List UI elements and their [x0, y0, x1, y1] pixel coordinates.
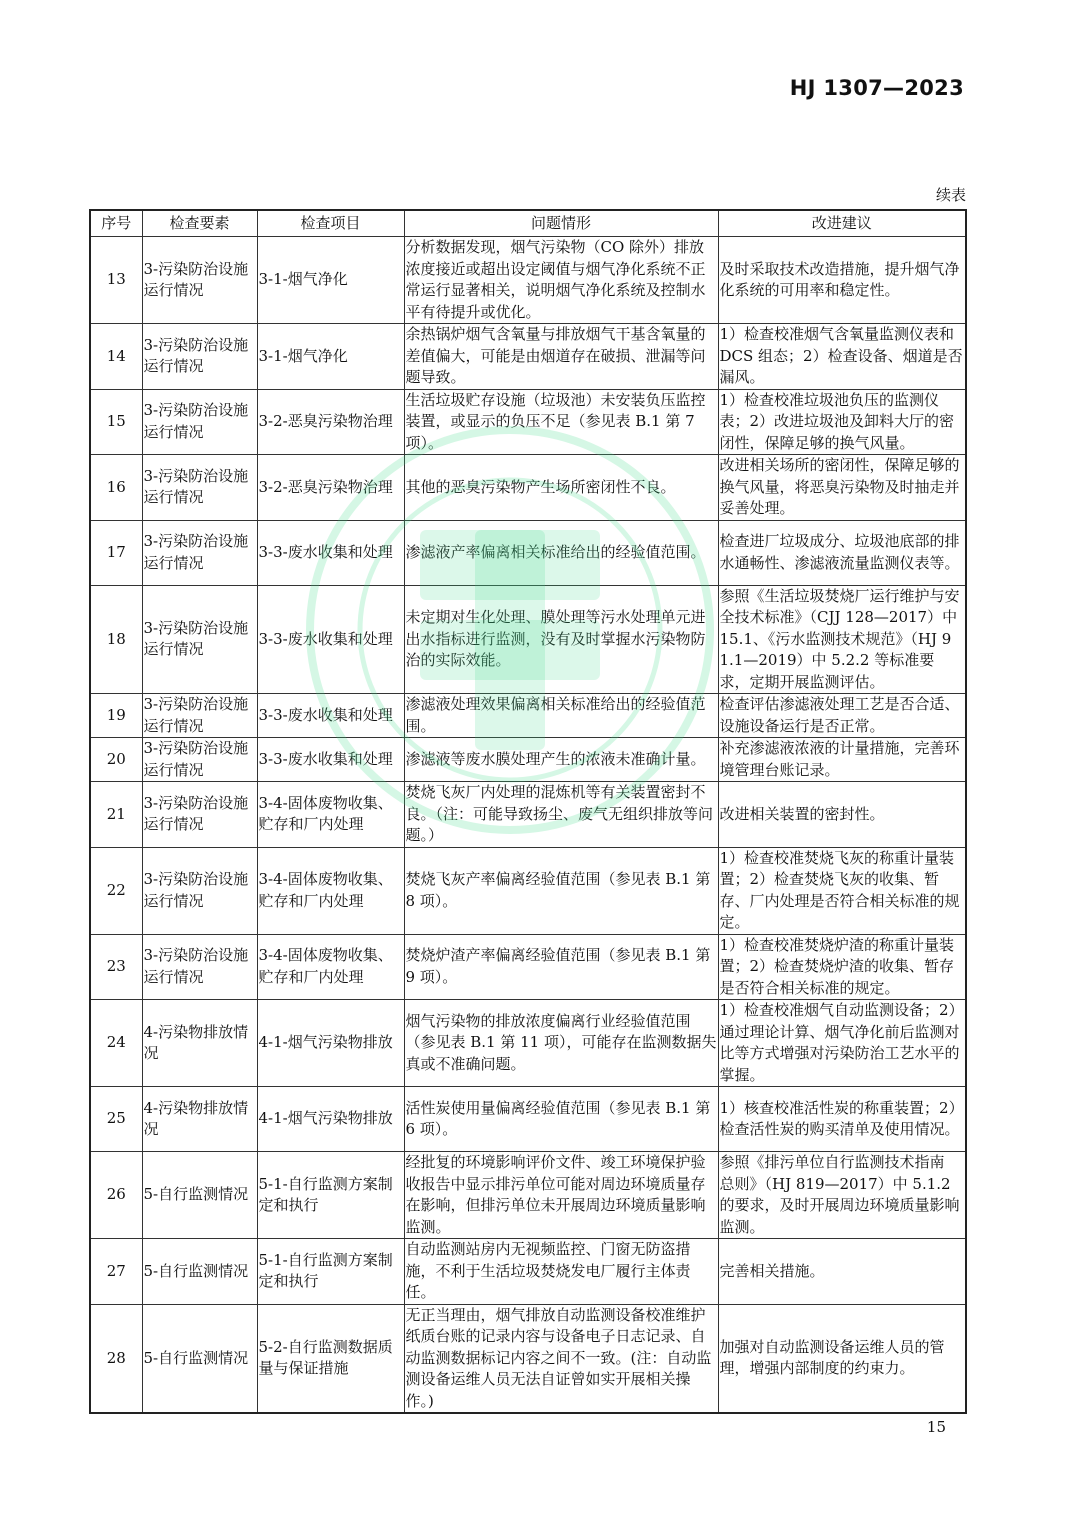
- row-problem: 无正当理由，烟气排放自动监测设备校准维护纸质台账的记录内容与设备电子日志记录、自动监测数据标记内容之间不一致。(注：自动监测设备运维人员无法自证曾如实开展相关操作。): [404, 1304, 718, 1413]
- row-item: 3-4-固体废物收集、贮存和厂内处理: [257, 934, 404, 1000]
- row-suggestion: 1）检查校准焚烧炉渣的称重计量装置；2）检查焚烧炉渣的收集、暂存是否符合相关标准的规定。: [718, 934, 966, 1000]
- table-row: [90, 782, 966, 848]
- row-seq: 13: [90, 237, 142, 324]
- table-row: [90, 1087, 966, 1152]
- row-element: 3-污染防治设施运行情况: [142, 738, 257, 782]
- row-problem: 焚烧飞灰产率偏离经验值范围（参见表 B.1 第 8 项）。: [404, 847, 718, 934]
- row-item: 3-2-恶臭污染物治理: [257, 455, 404, 521]
- row-item: 3-3-废水收集和处理: [257, 694, 404, 738]
- row-item: 4-1-烟气污染物排放: [257, 1087, 404, 1152]
- table-row: [90, 1152, 966, 1239]
- row-seq: 17: [90, 520, 142, 585]
- row-problem: 渗滤液等废水膜处理产生的浓液未准确计量。: [404, 738, 718, 782]
- header-problem: 问题情形: [404, 210, 718, 237]
- row-seq: 15: [90, 389, 142, 455]
- row-seq: 27: [90, 1239, 142, 1305]
- row-element: 3-污染防治设施运行情况: [142, 585, 257, 694]
- row-element: 3-污染防治设施运行情况: [142, 694, 257, 738]
- row-suggestion: 及时采取技术改造措施，提升烟气净化系统的可用率和稳定性。: [718, 237, 966, 324]
- table-row: [90, 847, 966, 934]
- row-item: 3-3-废水收集和处理: [257, 738, 404, 782]
- row-suggestion: 参照《排污单位自行监测技术指南 总则》（HJ 819—2017）中 5.1.2 的要求，及时开展周边环境质量影响监测。: [718, 1152, 966, 1239]
- row-item: 3-4-固体废物收集、贮存和厂内处理: [257, 847, 404, 934]
- row-problem: 未定期对生化处理、膜处理等污水处理单元进出水指标进行监测，没有及时掌握水污染物防治的实际效能。: [404, 585, 718, 694]
- row-element: 5-自行监测情况: [142, 1239, 257, 1305]
- row-item: 5-1-自行监测方案制定和执行: [257, 1152, 404, 1239]
- row-element: 3-污染防治设施运行情况: [142, 324, 257, 390]
- row-problem: 余热锅炉烟气含氧量与排放烟气干基含氧量的差值偏大，可能是由烟道存在破损、泄漏等问题导致。: [404, 324, 718, 390]
- row-element: 4-污染物排放情况: [142, 1087, 257, 1152]
- row-suggestion: 1）检查校准烟气含氧量监测仪表和DCS 组态；2）检查设备、烟道是否漏风。: [718, 324, 966, 390]
- table-row: [90, 455, 966, 521]
- row-suggestion: 1）检查校准焚烧飞灰的称重计量装置；2）检查焚烧飞灰的收集、暂存、厂内处理是否符合相关标准的规定。: [718, 847, 966, 934]
- row-element: 3-污染防治设施运行情况: [142, 389, 257, 455]
- row-suggestion: 1）检查校准垃圾池负压的监测仪表；2）改进垃圾池及卸料大厅的密闭性，保障足够的换气风量。: [718, 389, 966, 455]
- table-header-row: [90, 210, 966, 237]
- row-element: 3-污染防治设施运行情况: [142, 520, 257, 585]
- inspection-table: [89, 209, 967, 1414]
- header-item: 检查项目: [257, 210, 404, 237]
- row-problem: 分析数据发现，烟气污染物（CO 除外）排放浓度接近或超出设定阈值与烟气净化系统不正常运行显著相关，说明烟气净化系统及控制水平有待提升或优化。: [404, 237, 718, 324]
- page-number: 15: [926, 1418, 946, 1436]
- inspection-table-wrapper: [89, 209, 967, 1414]
- row-suggestion: 检查进厂垃圾成分、垃圾池底部的排水通畅性、渗滤液流量监测仪表等。: [718, 520, 966, 585]
- row-problem: 经批复的环境影响评价文件、竣工环境保护验收报告中显示排污单位可能对周边环境质量存在影响，但排污单位未开展周边环境质量影响监测。: [404, 1152, 718, 1239]
- row-problem: 渗滤液处理效果偏离相关标准给出的经验值范围。: [404, 694, 718, 738]
- table-row: [90, 738, 966, 782]
- row-seq: 20: [90, 738, 142, 782]
- row-suggestion: 检查评估渗滤液处理工艺是否合适、设施设备运行是否正常。: [718, 694, 966, 738]
- row-problem: 渗滤液产率偏离相关标准给出的经验值范围。: [404, 520, 718, 585]
- row-seq: 26: [90, 1152, 142, 1239]
- table-row: [90, 324, 966, 390]
- row-seq: 28: [90, 1304, 142, 1413]
- table-row: [90, 694, 966, 738]
- table-row: [90, 520, 966, 585]
- table-row: [90, 934, 966, 1000]
- row-problem: 焚烧飞灰厂内处理的混炼机等有关装置密封不良。（注：可能导致扬尘、废气无组织排放等问题。）: [404, 782, 718, 848]
- row-suggestion: 加强对自动监测设备运维人员的管理，增强内部制度的约束力。: [718, 1304, 966, 1413]
- table-row: [90, 389, 966, 455]
- row-seq: 22: [90, 847, 142, 934]
- table-row: [90, 237, 966, 324]
- table-row: [90, 1000, 966, 1087]
- row-element: 3-污染防治设施运行情况: [142, 237, 257, 324]
- row-item: 5-2-自行监测数据质量与保证措施: [257, 1304, 404, 1413]
- row-seq: 19: [90, 694, 142, 738]
- standard-code: HJ 1307—2023: [789, 76, 964, 100]
- row-problem: 自动监测站房内无视频监控、门窗无防盗措施，不利于生活垃圾焚烧发电厂履行主体责任。: [404, 1239, 718, 1305]
- row-seq: 14: [90, 324, 142, 390]
- row-problem: 其他的恶臭污染物产生场所密闭性不良。: [404, 455, 718, 521]
- row-suggestion: 改进相关装置的密封性。: [718, 782, 966, 848]
- row-problem: 活性炭使用量偏离经验值范围（参见表 B.1 第 6 项）。: [404, 1087, 718, 1152]
- row-item: 3-1-烟气净化: [257, 237, 404, 324]
- row-item: 3-4-固体废物收集、贮存和厂内处理: [257, 782, 404, 848]
- row-seq: 24: [90, 1000, 142, 1087]
- row-item: 4-1-烟气污染物排放: [257, 1000, 404, 1087]
- row-element: 3-污染防治设施运行情况: [142, 455, 257, 521]
- row-suggestion: 1）检查校准烟气自动监测设备；2）通过理论计算、烟气净化前后监测对比等方式增强对污染防治工艺水平的掌握。: [718, 1000, 966, 1087]
- row-problem: 焚烧炉渣产率偏离经验值范围（参见表 B.1 第 9 项）。: [404, 934, 718, 1000]
- row-problem: 烟气污染物的排放浓度偏离行业经验值范围（参见表 B.1 第 11 项），可能存在监测数据失真或不准确问题。: [404, 1000, 718, 1087]
- row-seq: 18: [90, 585, 142, 694]
- header-suggestion: 改进建议: [718, 210, 966, 237]
- header-seq: 序号: [90, 210, 142, 237]
- row-element: 3-污染防治设施运行情况: [142, 934, 257, 1000]
- row-suggestion: 参照《生活垃圾焚烧厂运行维护与安全技术标准》（CJJ 128—2017）中 15.1、《污水监测技术规范》（HJ 91.1—2019）中 5.2.2 等标准要求，定期开展监测评估。: [718, 585, 966, 694]
- header-element: 检查要素: [142, 210, 257, 237]
- row-seq: 16: [90, 455, 142, 521]
- row-seq: 21: [90, 782, 142, 848]
- row-item: 3-2-恶臭污染物治理: [257, 389, 404, 455]
- row-element: 4-污染物排放情况: [142, 1000, 257, 1087]
- row-suggestion: 补充渗滤液浓液的计量措施，完善环境管理台账记录。: [718, 738, 966, 782]
- row-item: 3-3-废水收集和处理: [257, 585, 404, 694]
- row-element: 5-自行监测情况: [142, 1304, 257, 1413]
- row-item: 3-1-烟气净化: [257, 324, 404, 390]
- row-suggestion: 1）核查校准活性炭的称重装置；2）检查活性炭的购买清单及使用情况。: [718, 1087, 966, 1152]
- row-problem: 生活垃圾贮存设施（垃圾池）未安装负压监控装置，或显示的负压不足（参见表 B.1 第 7 项）。: [404, 389, 718, 455]
- row-element: 3-污染防治设施运行情况: [142, 847, 257, 934]
- row-seq: 25: [90, 1087, 142, 1152]
- row-item: 5-1-自行监测方案制定和执行: [257, 1239, 404, 1305]
- table-row: [90, 1239, 966, 1305]
- row-suggestion: 完善相关措施。: [718, 1239, 966, 1305]
- row-seq: 23: [90, 934, 142, 1000]
- row-element: 5-自行监测情况: [142, 1152, 257, 1239]
- row-item: 3-3-废水收集和处理: [257, 520, 404, 585]
- row-suggestion: 改进相关场所的密闭性，保障足够的换气风量，将恶臭污染物及时抽走并妥善处理。: [718, 455, 966, 521]
- table-row: [90, 1304, 966, 1413]
- table-row: [90, 585, 966, 694]
- row-element: 3-污染防治设施运行情况: [142, 782, 257, 848]
- continued-label: 续表: [935, 186, 966, 204]
